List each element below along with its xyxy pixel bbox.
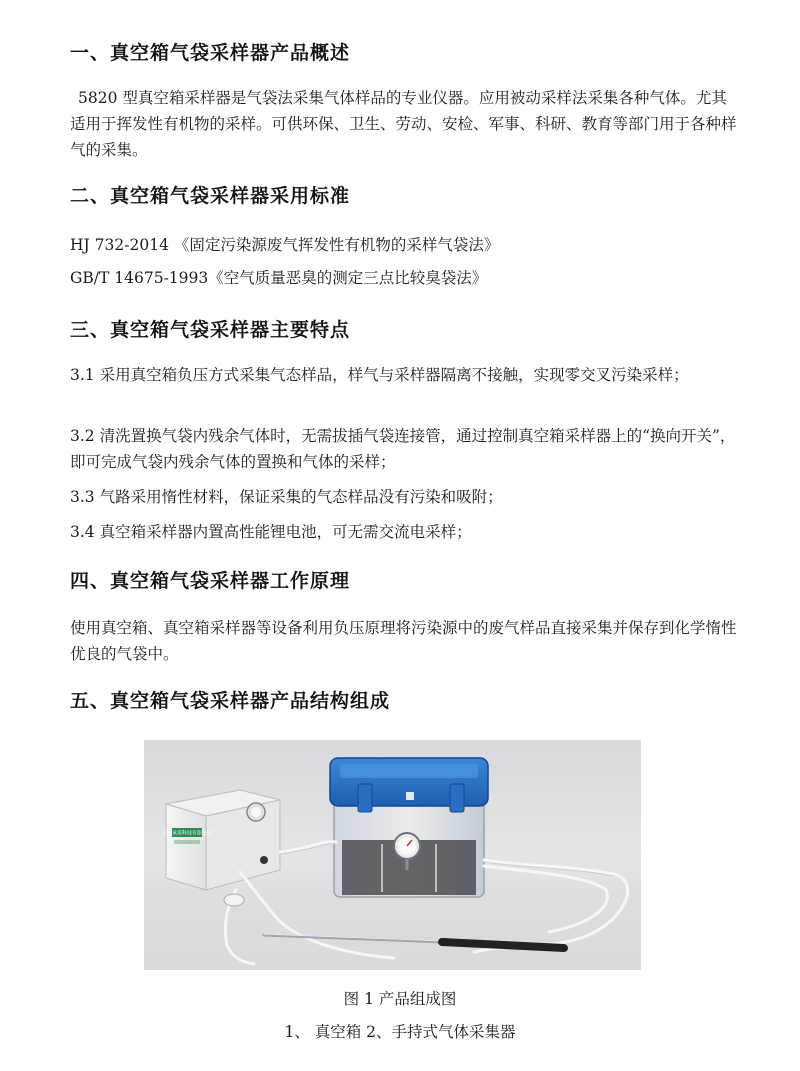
standard-hj-732: HJ 732-2014 《固定污染源废气挥发性有机物的采样气袋法》	[70, 236, 500, 254]
section-3-heading: 三、真空箱气袋采样器主要特点	[70, 319, 351, 341]
section-1-heading: 一、真空箱气袋采样器产品概述	[70, 42, 351, 64]
section-1-paragraph: 5820 型真空箱采样器是气袋法采集气体样品的专业仪器。应用被动采样法采集各种气体。尤其适用于挥发性有机物的采样。可供环保、卫生、劳动、安检、军事、科研、教育等部门用于各种样气的采集。	[70, 89, 737, 159]
feature-3-4: 3.4 真空箱采样器内置高性能锂电池，可无需交流电采样；	[70, 523, 472, 541]
feature-3-2: 3.2 清洗置换气袋内残余气体时，无需拔插气袋连接管，通过控制真空箱采样器上的“换向开关”，即可完成气袋内残余气体的置换和气体的采样；	[70, 427, 736, 471]
standard-gbt-14675: GB/T 14675-1993《空气质量恶臭的测定三点比较臭袋法》	[70, 269, 488, 287]
figure-caption: 图 1 产品组成图	[343, 990, 457, 1008]
section-4-heading: 四、真空箱气袋采样器工作原理	[70, 570, 351, 592]
filter-icon	[224, 894, 244, 906]
device-label-text: 无锡承苑科技有限公司	[161, 830, 213, 837]
handheld-sampler-unit	[162, 790, 280, 890]
product-photo	[144, 740, 641, 970]
feature-3-3: 3.3 气路采用惰性材料，保证采集的气态样品没有污染和吸附；	[70, 488, 503, 506]
section-5-heading: 五、真空箱气袋采样器产品结构组成	[70, 690, 391, 712]
vacuum-box	[330, 758, 488, 897]
section-4-paragraph: 使用真空箱、真空箱采样器等设备利用负压原理将污染源中的废气样品直接采集并保存到化学惰性优良的气袋中。	[70, 619, 737, 663]
feature-3-1: 3.1 采用真空箱负压方式采集气态样品，样气与采样器隔离不接触，实现零交叉污染采样；	[70, 366, 689, 384]
figure-legend: 1、 真空箱 2、手持式气体采集器	[284, 1023, 516, 1041]
section-2-heading: 二、真空箱气袋采样器采用标准	[70, 185, 351, 207]
